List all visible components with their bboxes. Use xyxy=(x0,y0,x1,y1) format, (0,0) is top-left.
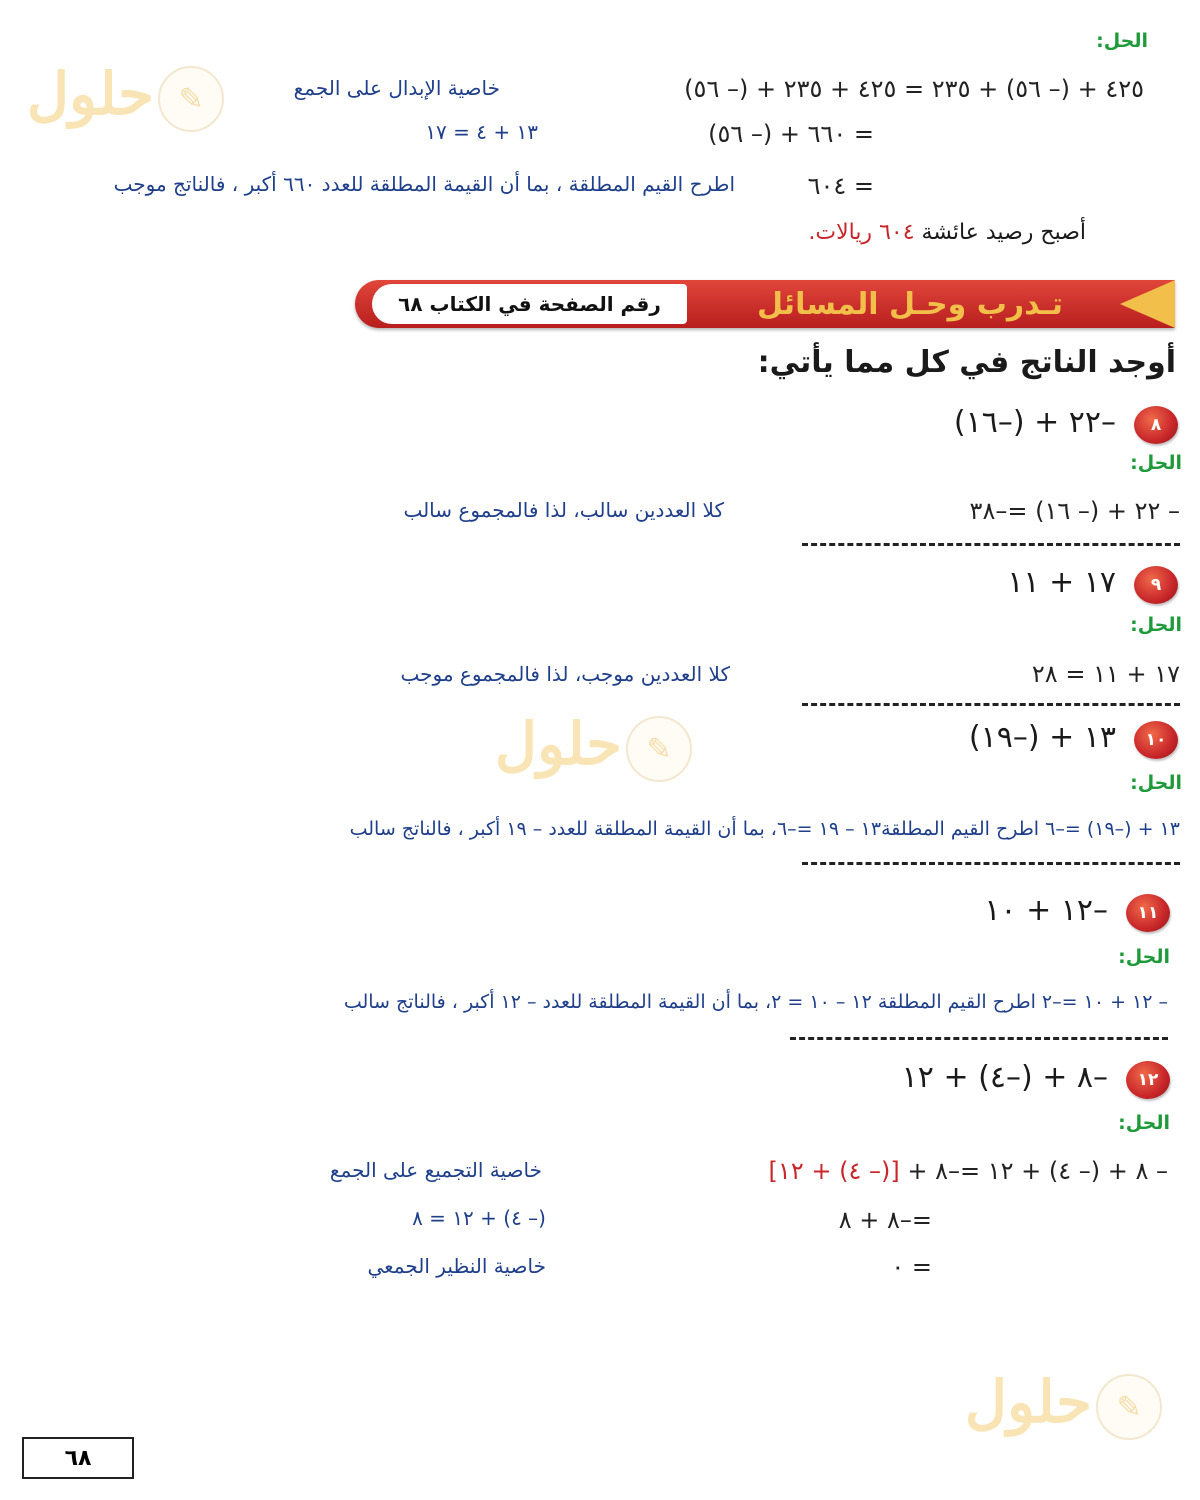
divider xyxy=(802,862,1180,865)
intro-line3-note: اطرح القيم المطلقة ، بما أن القيمة المطلقة للعدد ٦٦٠ أكبر ، فالناتج موجب xyxy=(113,172,735,196)
watermark-logo: ✎ حلول xyxy=(492,710,692,790)
problem-note-line3: خاصية النظير الجمعي xyxy=(367,1254,546,1278)
book-icon: ✎ xyxy=(1096,1374,1162,1440)
problem-note-line1: خاصية التجميع على الجمع xyxy=(329,1158,542,1182)
final-value: ٦٠٤ ريالات. xyxy=(808,220,915,245)
problem-number-badge: ١٠ xyxy=(1134,721,1178,759)
solution-label: الحل: xyxy=(1130,772,1182,794)
divider xyxy=(790,1037,1168,1040)
book-icon: ✎ xyxy=(626,716,692,782)
solution-label: الحل: xyxy=(1118,1112,1170,1134)
problem-work-line1 xyxy=(769,1157,1168,1185)
banner-page-reference: رقم الصفحة في الكتاب ٦٨ xyxy=(372,284,687,324)
problem-note: كلا العددين موجب، لذا فالمجموع موجب xyxy=(400,662,730,686)
intro-final-answer xyxy=(808,220,1086,245)
problem-number-badge: ٨ xyxy=(1134,406,1178,444)
exercise-instruction: أوجد الناتج في كل مما يأتي: xyxy=(757,345,1176,380)
problem-work-line2: =–٨ + ٨ xyxy=(838,1206,932,1234)
watermark-logo: ✎ حلول xyxy=(962,1368,1162,1448)
intro-line3-equation: = ٦٠٤ xyxy=(807,172,874,200)
problem-number-badge: ١٢ xyxy=(1126,1061,1170,1099)
intro-line1-equation: ٤٢٥ + (– ٥٦) + ٢٣٥ = ٤٢٥ + ٢٣٥ + (– ٥٦) xyxy=(684,75,1144,103)
solution-label: الحل: xyxy=(1118,946,1170,968)
divider xyxy=(802,543,1180,546)
problem-expression: –٨ + (–٤) + ١٢ xyxy=(901,1060,1108,1095)
work-line1-main: – ٨ + (– ٤) + ١٢ =–٨ + xyxy=(899,1157,1168,1185)
intro-line2-equation: = ٦٦٠ + (– ٥٦) xyxy=(708,120,874,148)
problem-work: – ١٢ + ١٠ =–٢ اطرح القيم المطلقة ١٢ – ١٠ = ٢، بما أن القيمة المطلقة للعدد – ١٢ أكبر ، فالناتج سالب xyxy=(343,991,1168,1013)
banner-title: تـدرب وحـل المسائل xyxy=(757,286,1063,322)
problem-number-badge: ٩ xyxy=(1134,566,1178,604)
intro-line1-note: خاصية الإبدال على الجمع xyxy=(293,76,500,100)
intro-line2-note: ١٣ + ٤ = ١٧ xyxy=(425,120,538,144)
banner-arrow-icon xyxy=(1120,280,1175,328)
problem-note-line2: (– ٤) + ١٢ = ٨ xyxy=(412,1206,546,1230)
problem-expression: ١٧ + ١١ xyxy=(1007,565,1116,600)
problem-work: ١٧ + ١١ = ٢٨ xyxy=(1031,660,1180,688)
problem-work: ١٣ + (–١٩) =–٦ اطرح القيم المطلقة١٣ – ١٩ =–٦، بما أن القيمة المطلقة للعدد – ١٩ أكبر ، فالناتج سالب xyxy=(349,818,1180,840)
problem-expression: –٢٢ + (–١٦) xyxy=(953,405,1116,440)
final-prefix: أصبح رصيد عائشة xyxy=(921,220,1086,245)
work-line1-bracket: [(– ٤) + ١٢] xyxy=(768,1157,900,1185)
watermark-logo: ✎ حلول xyxy=(24,60,224,140)
book-icon: ✎ xyxy=(158,66,224,132)
problem-number-badge: ١١ xyxy=(1126,894,1170,932)
problem-expression: ١٣ + (–١٩) xyxy=(968,720,1116,755)
solution-label: الحل: xyxy=(1130,614,1182,636)
solution-label: الحل: xyxy=(1096,30,1148,52)
problem-work-line3: = ٠ xyxy=(891,1253,932,1281)
divider xyxy=(802,703,1180,706)
problem-note: كلا العددين سالب، لذا فالمجموع سالب xyxy=(403,498,724,522)
solution-label: الحل: xyxy=(1130,452,1182,474)
page-number: ٦٨ xyxy=(22,1437,134,1479)
problem-work: – ٢٢ + (– ١٦) =–٣٨ xyxy=(969,497,1180,525)
problem-expression: –١٢ + ١٠ xyxy=(984,893,1108,928)
